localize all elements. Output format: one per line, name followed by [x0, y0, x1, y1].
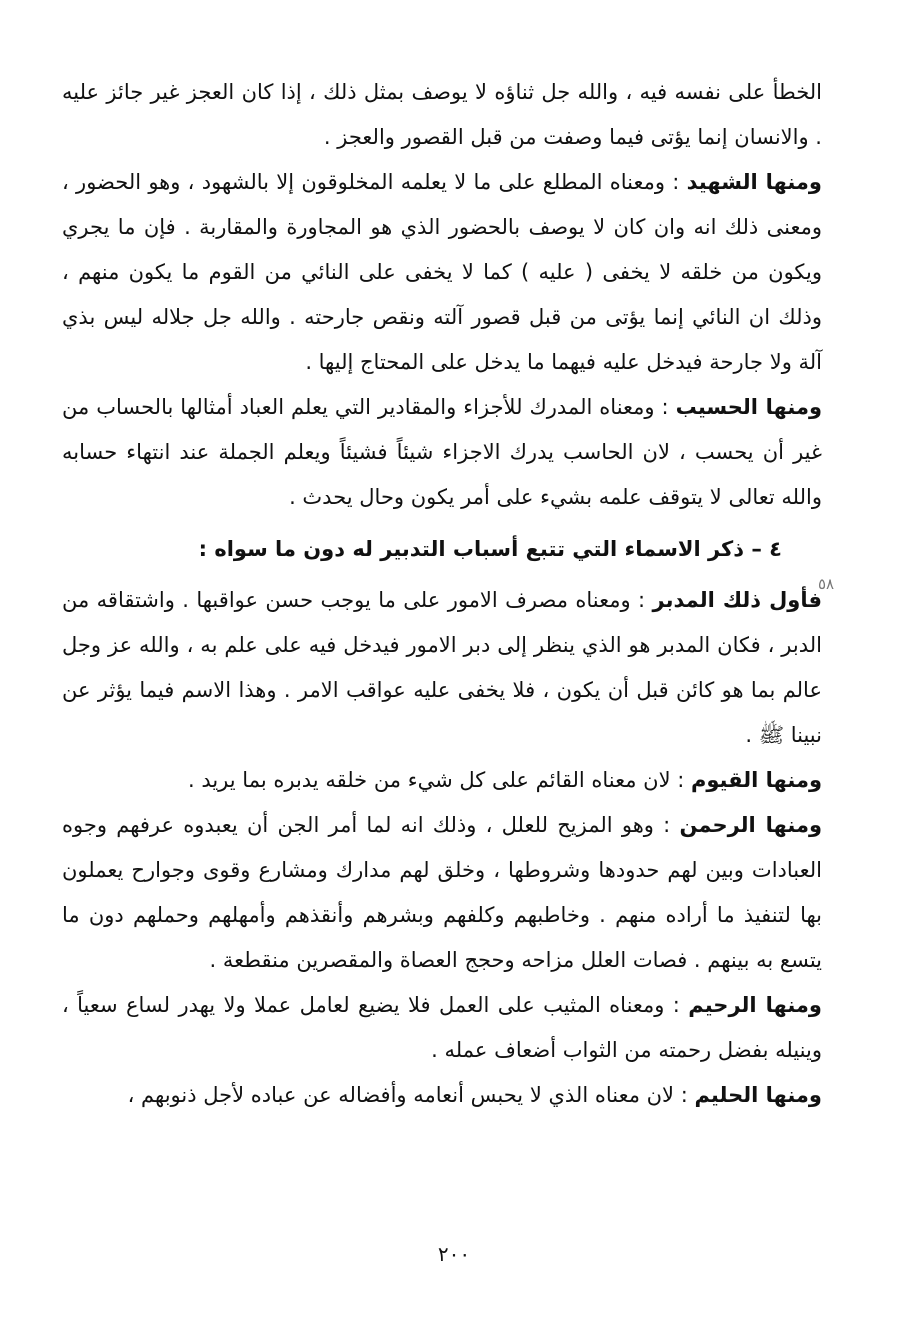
section-heading: ٤ – ذكر الاسماء التي تتبع أسباب التدبير له دون ما سواه :	[198, 537, 782, 561]
term-qayyum: ومنها القيوم	[690, 768, 822, 792]
paragraph-text: : ومعناه المدرك للأجزاء والمقادير التي يعلم العباد أمثالها بالحساب من غير أن يحسب ، لان الحاسب يدرك الاجزاء شيئاً فشيئاً ويعلم الجملة عند انتهاء حسابه والله تعالى لا يتوقف علمه بشيء على أمر يكون وحال يحدث .	[62, 395, 822, 509]
paragraph-text: : ومعناه مصرف الامور على ما يوجب حسن عواقبها . واشتقاقه من الدبر ، فكان المدبر هو الذي ينظر إلى دبر الامور فيدخل فيه على علم به ، والله عز وجل عالم بما هو كائن قبل أن يكون ، فلا يخفى عليه عواقب الامر . وهذا الاسم فيما يؤثر عن نبينا ﷺ .	[62, 588, 822, 747]
paragraph-text: : ومعناه المطلع على ما لا يعلمه المخلوقون إلا بالشهود ، وهو الحضور ، ومعنى ذلك انه وان كان لا يوصف بالحضور الذي هو المجاورة والمقاربة . فإن ما يجري ويكون من خلقه لا يخفى ( عليه ) كما لا يخفى على النائي من القوم ما يكون منهم ، وذلك ان النائي إنما يؤتى من قبل قصور آلته ونقص جارحته . والله جل جلاله ليس بذي آلة ولا جارحة فيدخل عليه فيهما ما يدخل على المحتاج إليها .	[62, 170, 822, 374]
paragraph-text: : لان معناه القائم على كل شيء من خلقه يدبره بما يريد .	[187, 768, 691, 792]
paragraph-halim	[62, 1073, 822, 1118]
paragraph-text: الخطأ على نفسه فيه ، والله جل ثناؤه لا يوصف بمثل ذلك ، إذا كان العجز غير جائز عليه . والانسان إنما يؤتى فيما وصفت من قبل القصور والعجز .	[62, 80, 822, 149]
term-hasib: ومنها الحسيب	[675, 395, 822, 419]
paragraph-qayyum	[62, 758, 822, 803]
term-mudabbir: فأول ذلك المدبر	[652, 588, 822, 612]
term-shahid: ومنها الشهيد	[686, 170, 822, 194]
paragraph-continuation	[62, 70, 822, 160]
page-number: ٢٠٠	[437, 1242, 471, 1266]
margin-note: ٥٨	[818, 575, 835, 593]
paragraph-shahid	[62, 160, 822, 385]
body-text	[62, 70, 822, 1118]
paragraph-rahman	[62, 803, 822, 983]
term-rahman: ومنها الرحمن	[679, 813, 822, 837]
term-rahim: ومنها الرحيم	[688, 993, 822, 1017]
paragraph-rahim	[62, 983, 822, 1073]
paragraph-text: : ومعناه المثيب على العمل فلا يضيع لعامل عملا ولا يهدر لساع سعياً ، وينيله بفضل رحمته من الثواب أضعاف عمله .	[62, 993, 822, 1062]
paragraph-text: : وهو المزيح للعلل ، وذلك انه لما أمر الجن أن يعبدوه عرفهم وجوه العبادات وبين لهم حدودها وشروطها ، وخلق لهم مدارك ومشارع وقوى وجوارح يعملون بها لتنفيذ ما أراده منهم . وخاطبهم وكلفهم وبشرهم وأنقذهم وأمهلهم وحملهم دون ما يتسع به بينهم . فصات العلل مزاحه وحجج العصاة والمقصرين منقطعة .	[62, 813, 822, 972]
paragraph-text: : لان معناه الذي لا يحبس أنعامه وأفضاله عن عباده لأجل ذنوبهم ،	[127, 1083, 695, 1107]
paragraph-mudabbir	[62, 578, 822, 758]
paragraph-hasib	[62, 385, 822, 520]
term-halim: ومنها الحليم	[694, 1083, 822, 1107]
